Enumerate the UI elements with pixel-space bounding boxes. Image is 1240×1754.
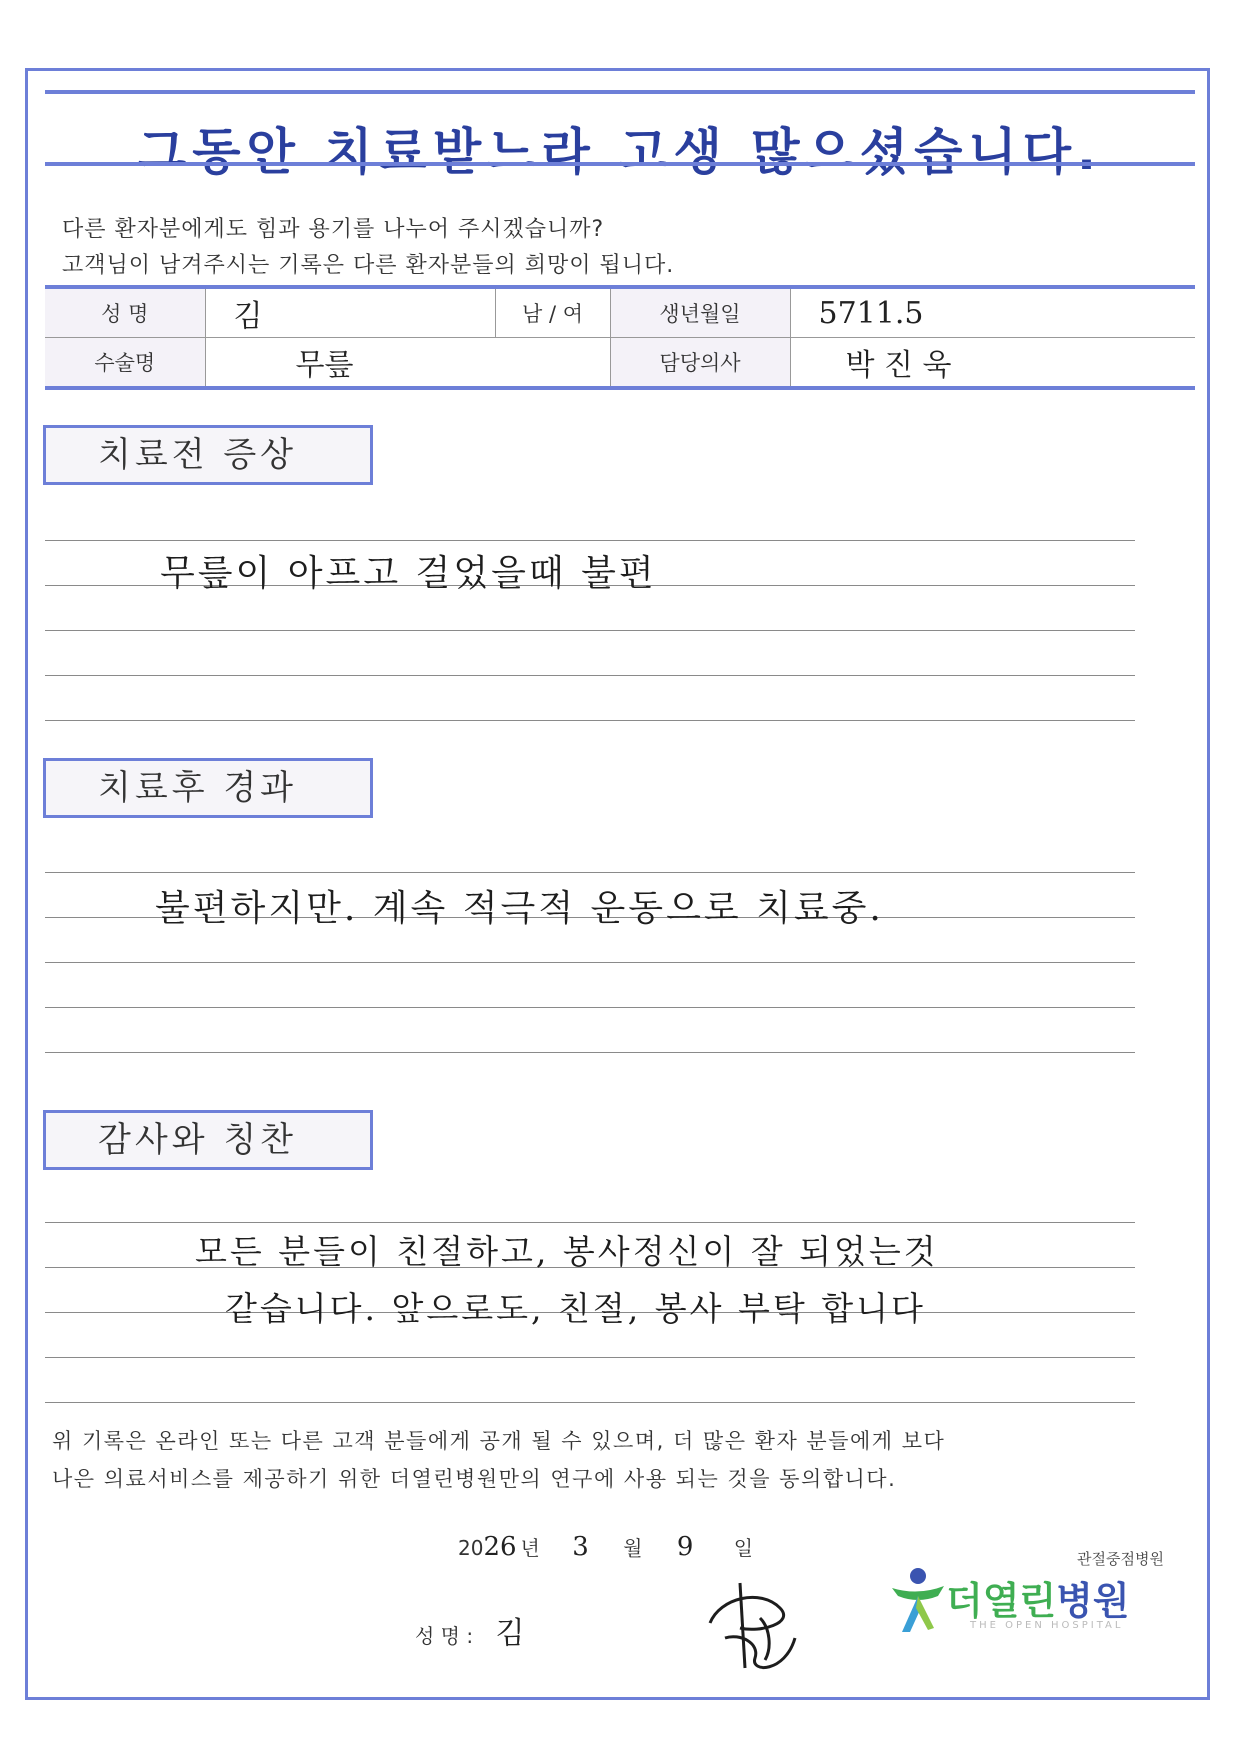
logo-name (946, 1570, 1130, 1625)
writing-line (45, 872, 1135, 873)
writing-line (45, 1402, 1135, 1403)
thanks-text-line-1: 모든 분들이 친절하고, 봉사정신이 잘 되었는것 (195, 1232, 939, 1271)
intro-line-2: 고객님이 남겨주시는 기록은 다른 환자분들의 희망이 됩니다. (62, 253, 675, 278)
writing-line (45, 630, 1135, 631)
signature-name: 김 (495, 1616, 525, 1651)
writing-line (45, 962, 1135, 963)
intro-line-1: 다른 환자분에게도 힘과 용기를 나누어 주시겠습니까? (62, 217, 605, 242)
date-row (458, 1532, 753, 1562)
surgery-value: 무릎 (295, 348, 354, 383)
year-label: 년 (520, 1536, 540, 1560)
writing-line (45, 675, 1135, 676)
gender-field (495, 287, 610, 338)
title-top-rule (45, 90, 1195, 94)
writing-line (45, 1357, 1135, 1358)
before-symptom-text: 무릎이 아프고 걸었을때 불편 (160, 553, 657, 594)
month-label: 월 (623, 1536, 643, 1560)
writing-line (45, 1007, 1135, 1008)
doctor-label: 담당의사 (610, 338, 790, 389)
name-label: 성 명 (45, 287, 205, 338)
logo-name-part1: 더열린 (946, 1579, 1057, 1623)
thanks-text-line-2: 같습니다. 앞으로도, 친절, 봉사 부탁 합니다 (225, 1289, 926, 1328)
surgery-label: 수술명 (45, 338, 205, 389)
signature-row (415, 1608, 524, 1652)
consent-line-2: 나은 의료서비스를 제공하기 위한 더열린병원만의 연구에 사용 되는 것을 동의합니다. (52, 1467, 897, 1491)
after-result-text: 불편하지만. 계속 적극적 운동으로 치료중. (155, 888, 884, 929)
year-prefix: 20 (458, 1536, 484, 1560)
birth-value: 5711.5 (818, 295, 924, 331)
gender-text: 남 / 여 (522, 302, 583, 326)
month-handwritten: 3 (572, 1532, 589, 1562)
year-handwritten: 26 (483, 1532, 517, 1562)
section-thanks-title: 감사와 칭찬 (43, 1110, 373, 1170)
birth-label: 생년월일 (610, 287, 790, 338)
writing-line (45, 1222, 1135, 1223)
signature-label: 성 명 : (415, 1624, 474, 1648)
hospital-logo (888, 1548, 1178, 1648)
day-label: 일 (733, 1536, 754, 1560)
writing-line (45, 720, 1135, 721)
name-value: 김 (233, 299, 263, 334)
logo-name-part2: 병원 (1056, 1579, 1130, 1623)
logo-english: THE OPEN HOSPITAL (970, 1620, 1124, 1631)
patient-info-table (45, 285, 1195, 390)
doctor-value: 박 진 욱 (845, 348, 952, 383)
logo-mark-icon (888, 1566, 948, 1642)
consent-line-1: 위 기록은 온라인 또는 다른 고객 분들에게 공개 될 수 있으며, 더 많은 환자 분들에게 보다 (52, 1429, 946, 1453)
writing-line (45, 1052, 1135, 1053)
section-after-title: 치료후 경과 (43, 758, 373, 818)
page-title: 그동안 치료받느라 고생 많으셨습니다. (137, 123, 1102, 181)
logo-tagline: 관절중점병원 (1077, 1550, 1164, 1568)
title-bottom-rule (45, 162, 1195, 166)
day-handwritten: 9 (676, 1532, 694, 1562)
handwritten-signature (700, 1578, 810, 1682)
section-before-title: 치료전 증상 (43, 425, 373, 485)
writing-line (45, 540, 1135, 541)
